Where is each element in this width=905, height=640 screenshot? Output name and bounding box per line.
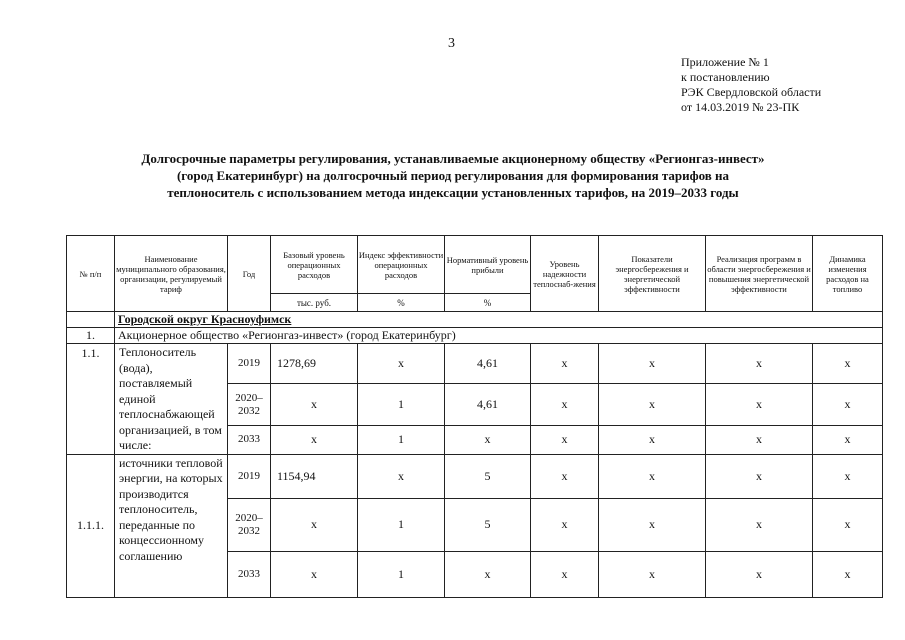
parameters-table — [66, 235, 883, 598]
table-row — [67, 344, 883, 384]
base-cell: x — [271, 551, 358, 597]
profit-cell: x — [445, 425, 531, 454]
title-line: Долгосрочные параметры регулирования, устанавливаемые акционерному обществу «Регионгаз-инвест» — [141, 151, 765, 166]
fuel-cell: x — [813, 425, 883, 454]
header-index: Индекс эффективности операционных расходов — [358, 236, 445, 294]
index-cell: 1 — [358, 551, 445, 597]
profit-cell: 4,61 — [445, 384, 531, 425]
profit-cell: 5 — [445, 498, 531, 551]
energy-cell: x — [599, 498, 706, 551]
municipality-row — [67, 312, 883, 328]
title-line: теплоноситель с использованием метода индексации установленных тарифов, на 2019–2033 годы — [167, 185, 739, 200]
energy-cell: x — [599, 384, 706, 425]
year-cell: 2020–2032 — [228, 498, 271, 551]
year-cell: 2020–2032 — [228, 384, 271, 425]
base-cell: x — [271, 384, 358, 425]
base-cell: 1154,94 — [271, 454, 358, 498]
group-num: 1.1.1. — [67, 454, 115, 597]
base-cell: x — [271, 498, 358, 551]
municipality-name: Городской округ Красноуфимск — [115, 312, 883, 328]
programs-cell: x — [706, 344, 813, 384]
title-line: (город Екатеринбург) на долгосрочный период регулирования для формирования тарифов на — [176, 168, 730, 183]
organization-num: 1. — [67, 328, 115, 344]
header-name: Наименование муниципального образования, организации, регулируемый тариф — [115, 236, 228, 312]
energy-cell: x — [599, 425, 706, 454]
index-cell: 1 — [358, 425, 445, 454]
energy-cell: x — [599, 454, 706, 498]
reliability-cell: x — [531, 344, 599, 384]
energy-cell: x — [599, 344, 706, 384]
fuel-cell: x — [813, 551, 883, 597]
header-year: Год — [228, 236, 271, 312]
year-cell: 2019 — [228, 344, 271, 384]
profit-cell: x — [445, 551, 531, 597]
profit-cell: 4,61 — [445, 344, 531, 384]
reliability-cell: x — [531, 384, 599, 425]
year-cell: 2033 — [228, 425, 271, 454]
unit-base: тыс. руб. — [271, 294, 358, 312]
unit-profit: % — [445, 294, 531, 312]
profit-cell: 5 — [445, 454, 531, 498]
year-cell: 2019 — [228, 454, 271, 498]
energy-cell: x — [599, 551, 706, 597]
group-title: источники тепловой энергии, на которых производится теплоноситель, переданные по концессионному соглашению — [115, 454, 228, 597]
appendix-line: Приложение № 1 — [681, 55, 769, 69]
group-num: 1.1. — [67, 344, 115, 455]
fuel-cell: x — [813, 498, 883, 551]
index-cell: x — [358, 344, 445, 384]
index-cell: x — [358, 454, 445, 498]
year-cell: 2033 — [228, 551, 271, 597]
reliability-cell: x — [531, 425, 599, 454]
appendix-line: к постановлению — [681, 70, 770, 84]
fuel-cell: x — [813, 454, 883, 498]
programs-cell: x — [706, 384, 813, 425]
header-reliability: Уровень надежности теплоснаб-жения — [531, 236, 599, 312]
appendix-line: РЭК Свердловской области — [681, 85, 822, 99]
header-programs: Реализация программ в области энергосбережения и повышения энергетической эффективности — [706, 236, 813, 312]
index-cell: 1 — [358, 498, 445, 551]
programs-cell: x — [706, 425, 813, 454]
fuel-cell: x — [813, 344, 883, 384]
appendix-note — [681, 55, 821, 115]
fuel-cell: x — [813, 384, 883, 425]
index-cell: 1 — [358, 384, 445, 425]
base-cell: 1278,69 — [271, 344, 358, 384]
page-number: 3 — [448, 36, 455, 51]
header-num: № п/п — [67, 236, 115, 312]
header-base: Базовый уровень операционных расходов — [271, 236, 358, 294]
header-row — [67, 236, 883, 294]
base-cell: x — [271, 425, 358, 454]
header-profit: Нормативный уровень прибыли — [445, 236, 531, 294]
programs-cell: x — [706, 551, 813, 597]
group-title: Теплоноситель (вода), поставляемый единой теплоснабжающей организацией, в том числе: — [115, 344, 228, 455]
appendix-line: от 14.03.2019 № 23-ПК — [681, 100, 800, 114]
programs-cell: x — [706, 498, 813, 551]
reliability-cell: x — [531, 551, 599, 597]
header-fuel: Динамика изменения расходов на топливо — [813, 236, 883, 312]
programs-cell: x — [706, 454, 813, 498]
table-row — [67, 454, 883, 498]
organization-row — [67, 328, 883, 344]
header-energy-efficiency: Показатели энергосбережения и энергетической эффективности — [599, 236, 706, 312]
reliability-cell: x — [531, 454, 599, 498]
organization-name: Акционерное общество «Регионгаз-инвест» (город Екатеринбург) — [115, 328, 883, 344]
document-title — [60, 150, 846, 201]
reliability-cell: x — [531, 498, 599, 551]
unit-index: % — [358, 294, 445, 312]
